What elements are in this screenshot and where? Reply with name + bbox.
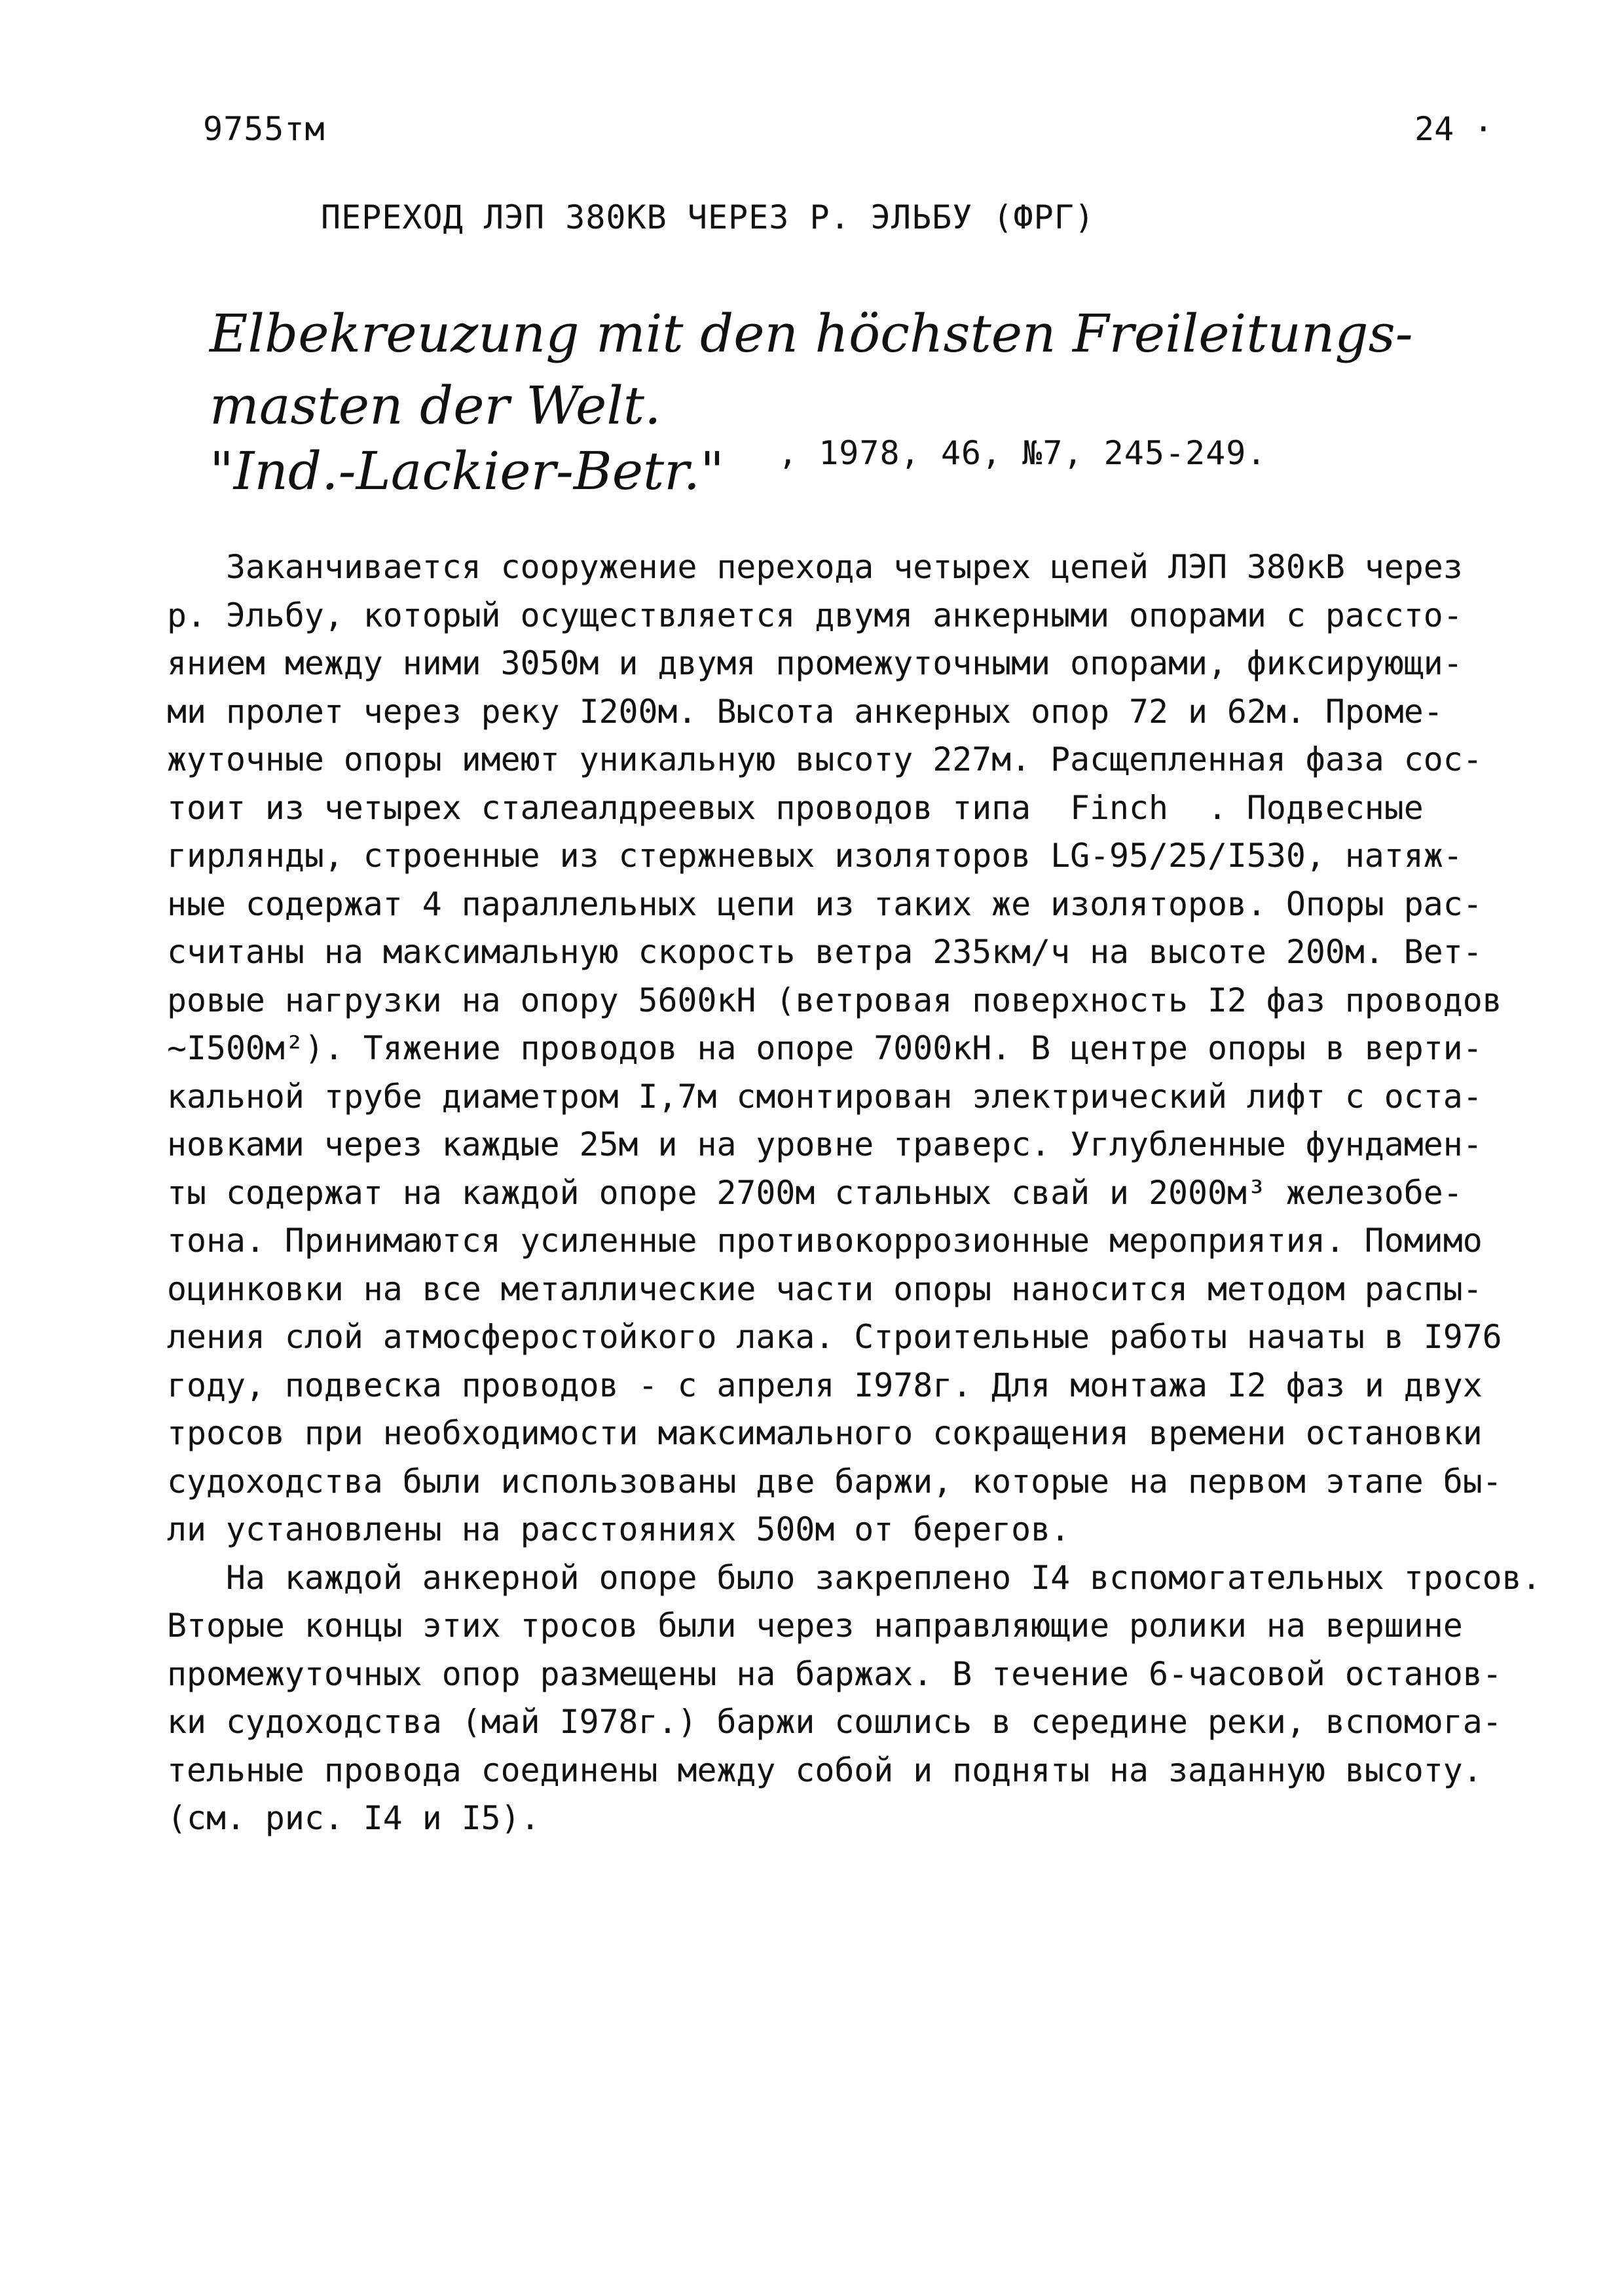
body-line: Вторые концы этих тросов были через направляющие ролики на вершине [167,1607,1463,1645]
handwritten-citation-journal: "Ind.-Lackier-Betr." [210,441,724,501]
body-line: гирлянды, строенные из стержневых изоляторов LG-95/25/I530, натяж- [167,837,1463,875]
body-line: На каждой анкерной опоре было закреплено I4 вспомогательных тросов. [167,1558,1541,1597]
body-line: тоит из четырех сталеалдреевых проводов типа Finch . Подвесные [167,788,1424,827]
body-line: судоходства были использованы две баржи, которые на первом этапе бы- [167,1462,1502,1501]
body-line: р. Эльбу, который осуществляется двумя анкерными опорами с рассто- [167,596,1463,634]
body-text [167,543,1541,1843]
body-line: году, подвеска проводов - с апреля I978г. Для монтажа I2 фаз и двух [167,1366,1483,1404]
body-line: жуточные опоры имеют уникальную высоту 227м. Расщепленная фаза сос- [167,740,1483,778]
document-id: 9755тм [203,110,325,148]
body-line: ровые нагрузки на опору 5600кН (ветровая поверхность I2 фаз проводов [167,981,1502,1019]
body-line: ные содержат 4 параллельных цепи из таких же изоляторов. Опоры рас- [167,884,1483,923]
body-line: (см. рис. I4 и I5). [167,1799,540,1837]
page-number: 24 · [1414,110,1494,148]
body-line: считаны на максимальную скорость ветра 235км/ч на высоте 200м. Вет- [167,933,1483,971]
body-line: ~I500м²). Тяжение проводов на опоре 7000кН. В центре опоры в верти- [167,1029,1483,1067]
body-line: янием между ними 3050м и двумя промежуточными опорами, фиксирующи- [167,644,1463,682]
body-line: новками через каждые 25м и на уровне траверс. Углубленные фундамен- [167,1125,1483,1163]
body-line: ления слой атмосферостойкого лака. Строительные работы начаты в I976 [167,1318,1502,1356]
body-line: тельные провода соединены между собой и подняты на заданную высоту. [167,1751,1483,1789]
article-title: ПЕРЕХОД ЛЭП 380КВ ЧЕРЕЗ Р. ЭЛЬБУ (ФРГ) [321,198,1095,236]
body-line: Заканчивается сооружение перехода четырех цепей ЛЭП 380кВ через [167,548,1463,586]
body-line: промежуточных опор размещены на баржах. В течение 6-часовой останов- [167,1654,1502,1693]
handwritten-citation-title-line-2: masten der Welt. [210,375,661,436]
body-line: кальной трубе диаметром I,7м смонтирован электрический лифт с оста- [167,1077,1483,1116]
body-line: тросов при необходимости максимального сокращения времени остановки [167,1414,1483,1452]
citation-details: , 1978, 46, №7, 245-249. [778,434,1267,472]
body-line: оцинковки на все металлические части опоры наносится методом распы- [167,1269,1483,1308]
body-line: ки судоходства (май I978г.) баржи сошлись в середине реки, вспомога- [167,1703,1502,1741]
body-line: тона. Принимаются усиленные противокоррозионные мероприятия. Помимо [167,1222,1483,1260]
handwritten-citation-title-line-1: Elbekreuzung mit den höchsten Freileitungs- [210,303,1413,364]
body-line: ли установлены на расстояниях 500м от берегов. [167,1510,1071,1548]
body-line: ми пролет через реку I200м. Высота анкерных опор 72 и 62м. Проме- [167,692,1443,731]
body-line: ты содержат на каждой опоре 2700м стальных свай и 2000м³ железобе- [167,1173,1463,1212]
